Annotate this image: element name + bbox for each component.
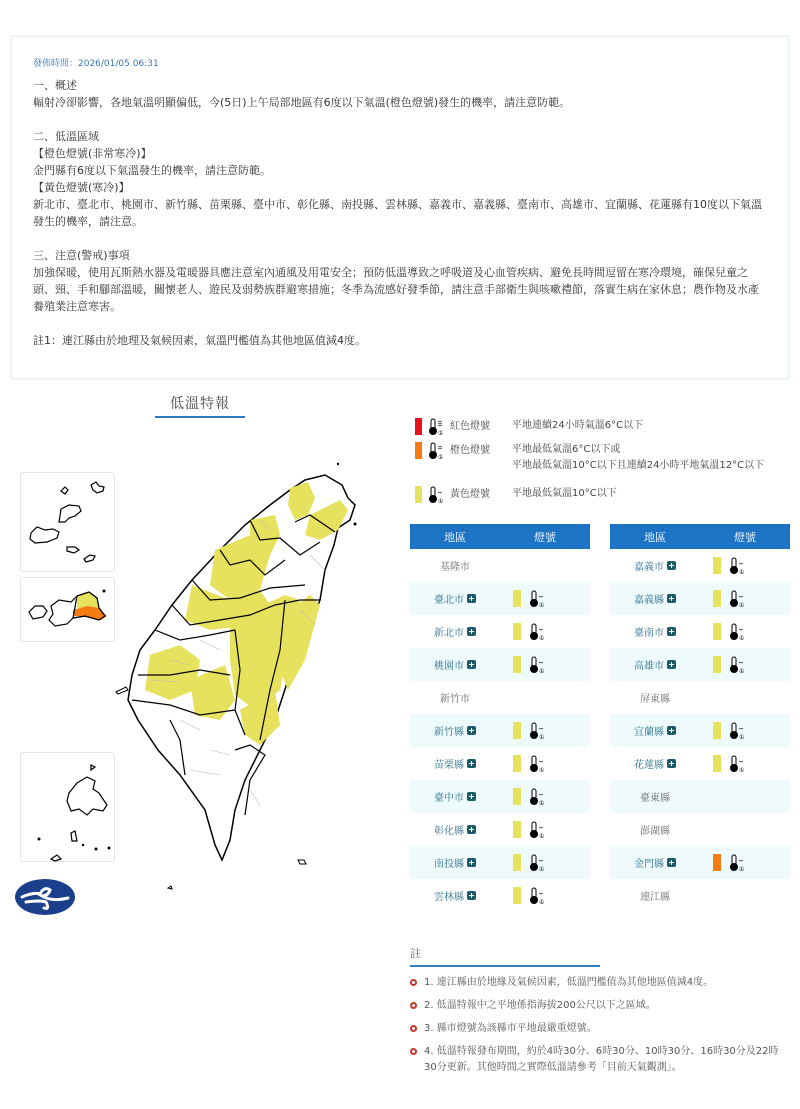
thermometer-icon (428, 418, 444, 436)
note-1: 註1：連江縣由於地理及氣候因素，氣溫門檻值為其他地區值減4度。 (33, 334, 366, 347)
thermometer-icon (529, 623, 545, 641)
svg-text:①: ① (539, 898, 545, 905)
expand-plus-icon[interactable] (467, 726, 476, 735)
notes-divider (410, 965, 600, 967)
region-table-right (610, 524, 790, 912)
header-region: 地區 (444, 530, 466, 544)
svg-text:①: ① (739, 766, 745, 773)
thermometer-icon (729, 656, 745, 674)
orange-heading: 【橙色燈號(非常寒冷)】 (33, 147, 152, 160)
region-name[interactable]: 南投縣 (434, 859, 464, 870)
region-name[interactable]: 桃園市 (434, 661, 464, 672)
thermometer-icon (729, 590, 745, 608)
legend-yellow (415, 486, 764, 510)
table-row (410, 747, 590, 780)
region-name[interactable]: 新竹縣 (434, 727, 464, 738)
notes-section (410, 945, 790, 1083)
issue-time: 發佈時間：2026/01/05 06:31 (33, 59, 159, 69)
svg-text:①: ① (539, 865, 545, 872)
region-name: 新竹市 (440, 694, 470, 705)
thermometer-icon (729, 854, 745, 872)
region-name: 屏東縣 (640, 694, 670, 705)
table-row (410, 879, 590, 912)
region-name[interactable]: 金門縣 (634, 859, 664, 870)
header-signal: 燈號 (534, 530, 556, 544)
overview-heading: 一、概述 (33, 79, 77, 92)
expand-plus-icon[interactable] (667, 660, 676, 669)
legend-desc-yellow: 平地最低氣溫10°C以下 (512, 488, 617, 499)
region-name[interactable]: 雲林縣 (434, 892, 464, 903)
thermometer-icon (529, 590, 545, 608)
expand-plus-icon[interactable] (667, 594, 676, 603)
signal-swatch (513, 755, 521, 772)
summary-panel (11, 36, 789, 379)
svg-text:①: ① (438, 498, 444, 504)
yellow-swatch (415, 486, 422, 503)
expand-plus-icon[interactable] (667, 627, 676, 636)
expand-plus-icon[interactable] (667, 726, 676, 735)
signal-swatch (513, 722, 521, 739)
table-row (610, 879, 790, 912)
note-item: 4. 低溫特報發布期間，約於4時30分、6時30分、10時30分、16時30分及22時30分更新。其他時間之實際低溫請參考「目前天氣觀測」。 (410, 1044, 790, 1076)
expand-plus-icon[interactable] (467, 759, 476, 768)
signal-swatch (513, 623, 521, 640)
table-row (410, 681, 590, 714)
bullet-icon (410, 979, 417, 986)
svg-text:①: ① (539, 667, 545, 674)
header-signal: 燈號 (734, 530, 756, 544)
svg-text:①: ① (438, 454, 444, 460)
caution-text: 加強保暖，使用瓦斯熱水器及電暖器具應注意室內通風及用電安全；預防低溫導致之呼吸道及心血管疾病、避免長時間逗留在寒冷環境，確保兒童之頭、頸、手和腳部溫暖，關懷老人、遊民及弱勢族群避寒措施；冬季為流感好發季節，請注意手部衛生與咳嗽禮節，落實生病在家休息；農作物及水產養殖業注意寒害。 (33, 266, 759, 313)
svg-text:①: ① (539, 832, 545, 839)
table-row (610, 846, 790, 879)
table-row (610, 813, 790, 846)
expand-plus-icon[interactable] (467, 891, 476, 900)
thermometer-icon (428, 486, 444, 504)
svg-text:①: ① (739, 568, 745, 575)
kinmen-island-shape (21, 578, 116, 643)
region-name[interactable]: 花蓮縣 (634, 760, 664, 771)
svg-text:①: ① (539, 766, 545, 773)
table-row (610, 549, 790, 582)
table-row (610, 780, 790, 813)
svg-text:①: ① (539, 634, 545, 641)
signal-swatch (513, 854, 521, 871)
area-heading: 二、低溫區域 (33, 130, 99, 143)
thermometer-icon (729, 722, 745, 740)
region-name[interactable]: 臺南市 (634, 628, 664, 639)
map-title: 低溫特報 (155, 393, 245, 418)
region-name: 澎湖縣 (640, 826, 670, 837)
signal-swatch (513, 590, 521, 607)
signal-swatch (713, 722, 721, 739)
expand-plus-icon[interactable] (467, 825, 476, 834)
svg-text:①: ① (539, 799, 545, 806)
region-name[interactable]: 臺北市 (434, 595, 464, 606)
signal-swatch (713, 623, 721, 640)
table-row (610, 747, 790, 780)
legend-desc-orange-2: 平地最低氣溫10°C以下且連續24小時平地氣溫12°C以下 (512, 460, 765, 471)
legend-desc-red: 平地連續24小時氣溫6°C以下 (512, 420, 644, 431)
signal-swatch (513, 887, 521, 904)
matsu-islands-shape (21, 473, 116, 573)
signal-swatch (713, 854, 721, 871)
expand-plus-icon[interactable] (667, 858, 676, 867)
thermometer-icon (529, 854, 545, 872)
region-name: 連江縣 (640, 892, 670, 903)
table-header (410, 524, 590, 549)
kinmen-inset-map[interactable] (20, 577, 115, 642)
svg-text:①: ① (739, 601, 745, 608)
table-row (410, 615, 590, 648)
thermometer-icon (529, 755, 545, 773)
table-row (410, 846, 590, 879)
expand-plus-icon[interactable] (467, 660, 476, 669)
bullet-icon (410, 1025, 417, 1032)
overview-text: 輻射冷卻影響，各地氣溫明顯偏低，今(5日)上午局部地區有6度以下氣溫(橙色燈號)發生的機率，請注意防範。 (33, 96, 571, 109)
legend-orange (415, 442, 764, 486)
expand-plus-icon[interactable] (667, 561, 676, 570)
table-row (610, 714, 790, 747)
yellow-text: 新北市、臺北市、桃園市、新竹縣、苗栗縣、臺中市、彰化縣、南投縣、雲林縣、嘉義市、嘉義縣、臺南市、高雄市、宜蘭縣、花蓮縣有10度以下氣溫發生的機率，請注意。 (33, 198, 762, 228)
yellow-heading: 【黃色燈號(寒冷)】 (33, 181, 130, 194)
table-row (610, 681, 790, 714)
thermometer-icon (729, 755, 745, 773)
region-name[interactable]: 臺中市 (434, 793, 464, 804)
thermometer-icon (529, 887, 545, 905)
table-row (610, 582, 790, 615)
legend-label-yellow: 黃色燈號 (450, 489, 490, 500)
bullet-icon (410, 1002, 417, 1009)
signal-swatch (513, 788, 521, 805)
table-row (410, 813, 590, 846)
legend-desc-orange-1: 平地最低氣溫6°C以下或 (512, 444, 621, 455)
penghu-inset-map[interactable] (20, 752, 115, 862)
signal-swatch (713, 656, 721, 673)
thermometer-icon (729, 557, 745, 575)
bullet-icon (410, 1048, 417, 1055)
expand-plus-icon[interactable] (467, 594, 476, 603)
legend-red (415, 418, 764, 442)
region-name[interactable]: 宜蘭縣 (634, 727, 664, 738)
thermometer-icon (529, 656, 545, 674)
svg-text:①: ① (539, 601, 545, 608)
legend-label-orange: 橙色燈號 (450, 445, 490, 456)
region-name[interactable]: 嘉義市 (634, 562, 664, 573)
region-name[interactable]: 嘉義縣 (634, 595, 664, 606)
svg-text:①: ① (739, 634, 745, 641)
region-name[interactable]: 彰化縣 (434, 826, 464, 837)
logo-icon (14, 878, 76, 916)
table-row (410, 549, 590, 582)
table-header (610, 524, 790, 549)
signal-swatch (713, 590, 721, 607)
region-name[interactable]: 新北市 (434, 628, 464, 639)
signal-swatch (713, 557, 721, 574)
taiwan-shape (110, 460, 370, 890)
table-row (410, 648, 590, 681)
thermometer-icon (729, 623, 745, 641)
orange-text: 金門縣有6度以下氣溫發生的機率，請注意防範。 (33, 164, 271, 177)
note-item: 1. 連江縣由於地緣及氣候因素，低溫門檻值為其他地區值減4度。 (410, 975, 790, 991)
cwa-logo (14, 878, 76, 920)
note-item: 3. 縣市燈號為該縣市平地最嚴重燈號。 (410, 1021, 790, 1037)
thermometer-icon (529, 788, 545, 806)
notes-title: 註 (410, 947, 421, 960)
caution-heading: 三、注意(警戒)事項 (33, 249, 130, 262)
region-name[interactable]: 苗栗縣 (434, 760, 464, 771)
legend-label-red: 紅色燈號 (450, 421, 490, 432)
thermometer-icon (529, 821, 545, 839)
svg-text:①: ① (739, 733, 745, 740)
table-row (610, 648, 790, 681)
table-row (610, 615, 790, 648)
orange-swatch (415, 442, 422, 459)
note-item: 2. 低溫特報中之平地係指海拔200公尺以下之區域。 (410, 998, 790, 1014)
matsu-inset-map[interactable] (20, 472, 115, 572)
penghu-islands-shape (21, 753, 116, 863)
expand-plus-icon[interactable] (467, 627, 476, 636)
table-row (410, 582, 590, 615)
svg-text:①: ① (739, 865, 745, 872)
region-name: 基隆市 (440, 562, 470, 573)
table-row (410, 714, 590, 747)
region-name[interactable]: 高雄市 (634, 661, 664, 672)
region-name: 臺東縣 (640, 793, 670, 804)
signal-swatch (513, 656, 521, 673)
svg-text:①: ① (539, 733, 545, 740)
region-table-left (410, 524, 590, 912)
expand-plus-icon[interactable] (667, 759, 676, 768)
red-swatch (415, 418, 422, 435)
thermometer-icon (428, 442, 444, 460)
expand-plus-icon[interactable] (467, 858, 476, 867)
svg-text:①: ① (438, 430, 444, 436)
expand-plus-icon[interactable] (467, 792, 476, 801)
thermometer-icon (529, 722, 545, 740)
signal-legend (415, 418, 764, 510)
svg-text:①: ① (739, 667, 745, 674)
table-row (410, 780, 590, 813)
taiwan-low-temp-map[interactable] (110, 460, 370, 894)
signal-swatch (513, 821, 521, 838)
header-region: 地區 (644, 530, 666, 544)
signal-swatch (713, 755, 721, 772)
